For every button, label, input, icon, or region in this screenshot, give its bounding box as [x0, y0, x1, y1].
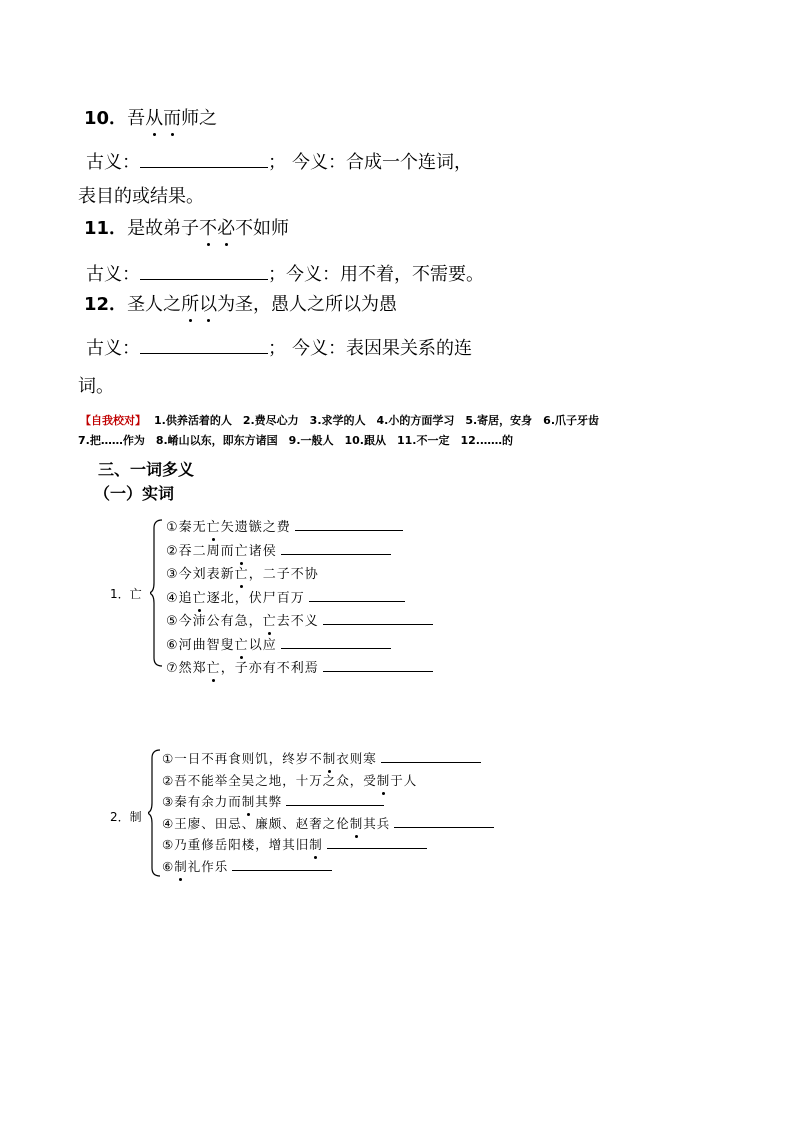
- brace-1: [150, 518, 164, 668]
- item-num: ⑤: [162, 837, 175, 852]
- meaning-item: [166, 610, 433, 629]
- target-character: 制: [322, 751, 337, 766]
- answer-blank[interactable]: [286, 791, 384, 806]
- answer-blank[interactable]: [394, 813, 494, 828]
- item-post: 其兵: [363, 815, 391, 831]
- answers-line-1: 【自我校对】 1.供养活着的人 2.费尽心力 3.求学的人 4.小的方面学习 5.寄居，安身 6.爪子牙齿: [80, 414, 599, 427]
- brace-2: [148, 748, 162, 878]
- item-pre: 一日不再食则饥，终岁不: [174, 751, 323, 766]
- item-num: ②: [166, 543, 179, 559]
- item-pre: 然郑: [178, 661, 207, 676]
- answer-blank[interactable]: [140, 153, 268, 168]
- item-pre: 河曲智叟: [178, 637, 235, 653]
- answer-blank[interactable]: [232, 856, 332, 871]
- subsection-title: （一）实词: [94, 484, 175, 503]
- answer-blank[interactable]: [295, 516, 403, 531]
- meaning-item: [166, 657, 433, 676]
- target-character: 制: [174, 858, 188, 874]
- item-num: ④: [162, 815, 175, 831]
- q11-meaning-line: 古义： ；今义：用不着，不需要。: [86, 264, 484, 285]
- word-2-label: 2．制: [110, 810, 142, 824]
- item-num: ②: [162, 772, 175, 788]
- item-pre: 吾不能举全吴之地，十万之众，受: [174, 772, 377, 788]
- item-post: 去不义: [276, 614, 319, 629]
- item-post: 礼作乐: [187, 858, 229, 874]
- target-character: 亡: [263, 610, 277, 629]
- section-title: 三、一词多义: [98, 460, 195, 479]
- meaning-item: [166, 516, 403, 535]
- meaning-item: [162, 856, 332, 875]
- meaning-item: [166, 587, 405, 606]
- target-character: 亡: [235, 634, 249, 653]
- item-num: ③: [166, 567, 179, 582]
- item-pre: 乃重修岳阳楼，增其旧: [174, 837, 310, 852]
- answer-blank[interactable]: [140, 265, 268, 280]
- target-character: 亡: [235, 563, 249, 582]
- item-pre: 秦无: [178, 520, 207, 535]
- item-post: 逐北，伏尸百万: [206, 590, 305, 606]
- item-post: 衣则寒: [336, 751, 377, 766]
- answer-blank[interactable]: [309, 587, 405, 602]
- item-num: ⑥: [166, 637, 179, 653]
- q12-meaning-line: 古义： ； 今义：表因果关系的连: [86, 338, 472, 359]
- item-num: ⑦: [166, 661, 179, 676]
- target-character: 亡: [193, 587, 207, 606]
- question-12: 12．圣人之所以为圣，愚人之所以为愚: [84, 290, 397, 316]
- item-pre: 今刘表新: [178, 567, 235, 582]
- item-pre: 追: [178, 590, 193, 606]
- item-post: ，二子不协: [248, 567, 319, 582]
- self-check-tag: 【自我校对】: [80, 414, 146, 427]
- item-post: 诸侯: [248, 543, 277, 559]
- answer-blank[interactable]: [323, 610, 433, 625]
- target-character: 亡: [207, 516, 221, 535]
- target-character: 亡: [207, 657, 221, 676]
- item-num: ⑥: [162, 858, 175, 874]
- answer-blank[interactable]: [140, 339, 268, 354]
- target-character: 制: [241, 794, 256, 809]
- answer-blank[interactable]: [381, 748, 481, 763]
- item-post: 于人: [390, 772, 418, 788]
- answer-blank[interactable]: [323, 657, 433, 672]
- target-character: 制: [309, 837, 323, 852]
- item-pre: 王廖、田忌、廉颇、赵奢之伦: [174, 815, 350, 831]
- meaning-item: [162, 770, 421, 789]
- item-num: ③: [162, 794, 175, 809]
- item-post: 以应: [248, 637, 277, 653]
- meaning-item: [162, 834, 427, 853]
- meaning-item: [162, 813, 494, 832]
- meaning-item: [166, 634, 391, 653]
- item-pre: 吞二周而: [178, 543, 235, 559]
- answer-blank[interactable]: [281, 540, 391, 555]
- answers-line-2: 7.把……作为 8.崤山以东，即东方诸国 9.一般人 10.跟从 11.不一定 12.……的: [78, 434, 513, 447]
- meaning-item: [166, 563, 323, 582]
- item-post: 其弊: [255, 794, 283, 809]
- q10-meaning-line: 古义： ； 今义：合成一个连词，: [86, 152, 472, 173]
- item-num: ①: [162, 751, 175, 766]
- question-11: 11．是故弟子不必不如师: [84, 214, 289, 240]
- item-post: 矢遗镞之费: [220, 520, 291, 535]
- answer-blank[interactable]: [281, 634, 391, 649]
- meaning-item: [162, 748, 481, 767]
- item-pre: 今沛公有急，: [178, 614, 263, 629]
- answer-blank[interactable]: [327, 834, 427, 849]
- question-10: 10．吾从而师之: [84, 104, 217, 130]
- target-character: 制: [349, 815, 364, 831]
- word-1-label: 1．亡: [110, 587, 142, 601]
- q10-continuation: 表目的或结果。: [78, 186, 204, 207]
- meaning-item: [166, 540, 391, 559]
- item-num: ①: [166, 520, 179, 535]
- item-pre: 秦有余力而: [174, 794, 242, 809]
- item-post: ，子亦有不利焉: [220, 661, 319, 676]
- q12-continuation: 词。: [78, 376, 114, 397]
- item-num: ⑤: [166, 614, 179, 629]
- target-character: 制: [376, 772, 391, 788]
- meaning-item: [162, 791, 384, 810]
- target-character: 亡: [235, 540, 249, 559]
- item-num: ④: [166, 590, 179, 606]
